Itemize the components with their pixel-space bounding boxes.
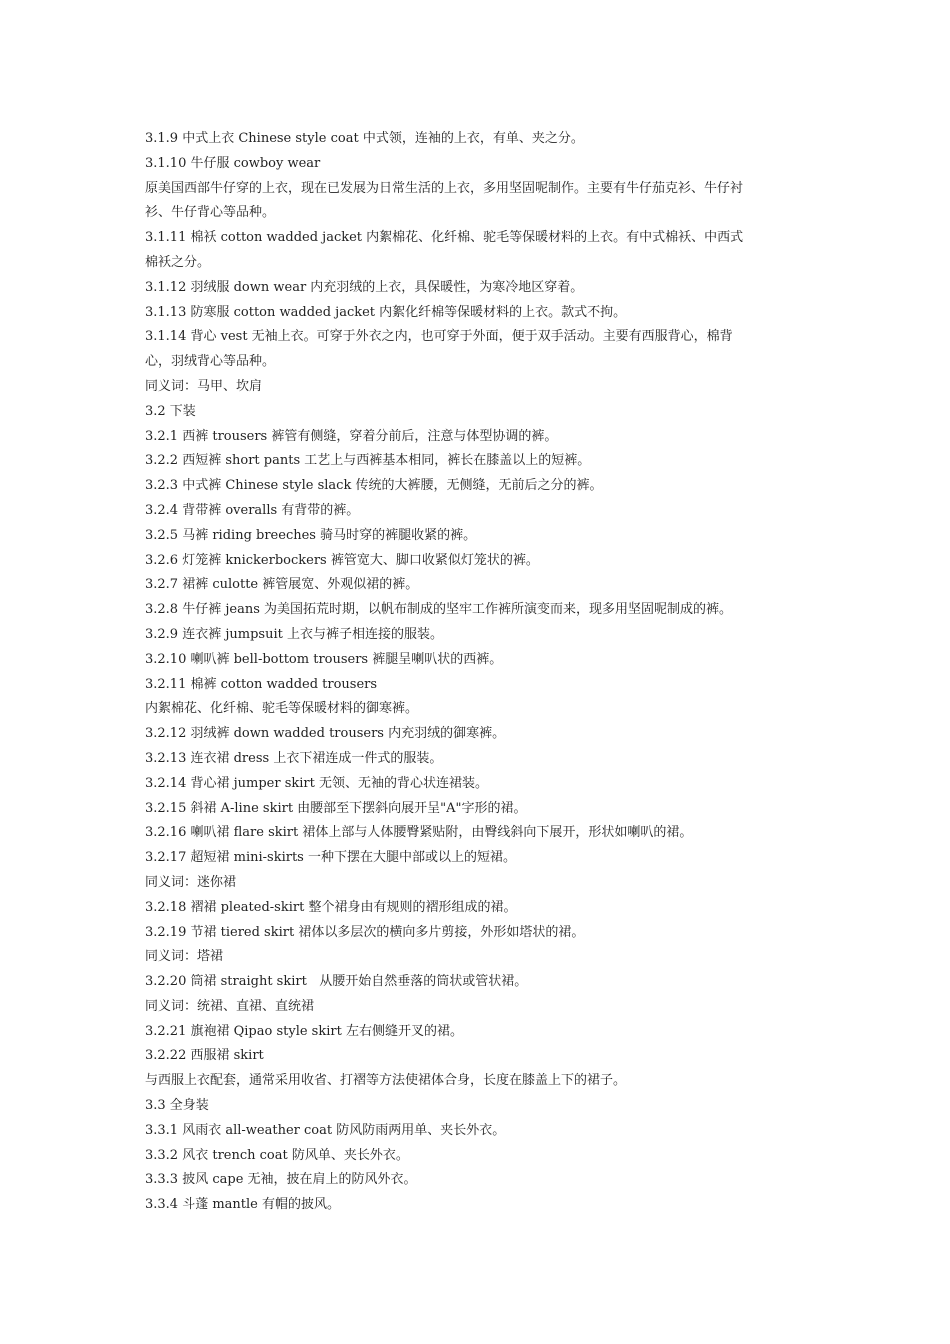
text-line: 棉袄之分。 (145, 254, 211, 270)
text-line: 3.2.14 背心裙 jumper skirt 无领、无袖的背心状连裙装。 (145, 775, 488, 791)
text-line: 3.2.17 超短裙 mini-skirts 一种下摆在大腿中部或以上的短裙。 (145, 850, 516, 866)
text-line: 3.2.10 喇叭裤 bell-bottom trousers 裤腿呈喇叭状的西裤。 (145, 651, 503, 667)
text-line: 3.1.11 棉袄 cotton wadded jacket 内絮棉花、化纤棉、驼毛等保暖材料的上衣。有中式棉袄、中西式 (145, 230, 744, 246)
text-line: 3.2.12 羽绒裤 down wadded trousers 内充羽绒的御寒裤。 (145, 726, 506, 742)
text-line: 3.2.16 喇叭裙 flare skirt 裙体上部与人体腰臀紧贴附，由臀线斜向下展开，形状如喇叭的裙。 (145, 825, 693, 841)
text-line: 3.2.4 背带裤 overalls 有背带的裤。 (145, 502, 360, 518)
text-line: 3.2.1 西裤 trousers 裤管有侧缝，穿着分前后，注意与体型协调的裤。 (145, 428, 558, 444)
text-line: 3.2.8 牛仔裤 jeans 为美国拓荒时期，以帆布制成的坚牢工作裤所演变而来，现多用坚固呢制成的裤。 (145, 602, 732, 618)
text-line: 3.1.14 背心 vest 无袖上衣。可穿于外衣之内，也可穿于外面，便于双手活动。主要有西服背心，棉背 (145, 329, 733, 345)
text-line: 3.2.6 灯笼裤 knickerbockers 裤管宽大、脚口收紧似灯笼状的裤。 (145, 552, 539, 568)
text-line: 同义词：马甲、坎肩 (145, 378, 263, 394)
text-line: 3.2.9 连衣裤 jumpsuit 上衣与裤子相连接的服装。 (145, 626, 443, 642)
text-line: 3.1.13 防寒服 cotton wadded jacket 内絮化纤棉等保暖材料的上衣。款式不拘。 (145, 304, 627, 320)
text-line: 同义词：塔裙 (145, 949, 224, 965)
text-line: 心，羽绒背心等品种。 (145, 354, 276, 370)
text-line: 3.2.20 筒裙 straight skirt 从腰开始自然垂落的筒状或管状裙。 (145, 974, 528, 990)
text-line: 3.2.21 旗袍裙 Qipao style skirt 左右侧缝开叉的裙。 (145, 1023, 463, 1039)
text-line: 同义词：统裙、直裙、直统裙 (145, 998, 315, 1014)
text-line: 与西服上衣配套，通常采用收省、打褶等方法使裙体合身，长度在膝盖上下的裙子。 (145, 1073, 627, 1089)
text-line: 3.2.13 连衣裙 dress 上衣下裙连成一件式的服装。 (145, 750, 443, 766)
text-line: 3.2.2 西短裤 short pants 工艺上与西裤基本相同，裤长在膝盖以上的短裤。 (145, 453, 591, 469)
text-line: 原美国西部牛仔穿的上衣，现在已发展为日常生活的上衣，多用坚固呢制作。主要有牛仔茄克衫、牛仔衬 (145, 180, 744, 196)
document-body (145, 127, 815, 1218)
text-line: 3.2.15 斜裙 A-line skirt 由腰部至下摆斜向展开呈"A"字形的裙。 (145, 800, 527, 816)
text-line: 3.3.2 风衣 trench coat 防风单、夹长外衣。 (145, 1147, 409, 1163)
text-line: 3.1.12 羽绒服 down wear 内充羽绒的上衣，具保暖性，为寒冷地区穿着。 (145, 279, 584, 295)
text-line: 内絮棉花、化纤棉、驼毛等保暖材料的御寒裤。 (145, 701, 419, 717)
text-line: 3.2.11 棉裤 cotton wadded trousers (145, 676, 378, 692)
section-heading: 3.3 全身装 (145, 1098, 209, 1114)
text-line: 3.2.3 中式裤 Chinese style slack 传统的大裤腰，无侧缝，无前后之分的裤。 (145, 478, 603, 494)
text-line: 衫、牛仔背心等品种。 (145, 205, 276, 221)
text-line: 3.3.4 斗蓬 mantle 有帽的披风。 (145, 1197, 341, 1213)
text-line: 3.1.10 牛仔服 cowboy wear (145, 155, 321, 171)
text-line: 3.2.18 褶裙 pleated-skirt 整个裙身由有规则的褶形组成的裙。 (145, 899, 517, 915)
text-line: 3.2.19 节裙 tiered skirt 裙体以多层次的横向多片剪接，外形如塔状的裙。 (145, 924, 585, 940)
text-line: 3.2.7 裙裤 culotte 裤管展宽、外观似裙的裤。 (145, 577, 419, 593)
text-line: 3.2.22 西服裙 skirt (145, 1048, 264, 1064)
text-line: 3.3.1 风雨衣 all-weather coat 防风防雨两用单、夹长外衣。 (145, 1122, 506, 1138)
text-line: 3.1.9 中式上衣 Chinese style coat 中式领，连袖的上衣，有单、夹之分。 (145, 131, 584, 146)
text-line: 同义词：迷你裙 (145, 874, 237, 890)
text-line: 3.2.5 马裤 riding breeches 骑马时穿的裤腿收紧的裤。 (145, 527, 477, 543)
section-heading: 3.2 下装 (145, 403, 196, 419)
text-line: 3.3.3 披风 cape 无袖，披在肩上的防风外衣。 (145, 1172, 417, 1188)
